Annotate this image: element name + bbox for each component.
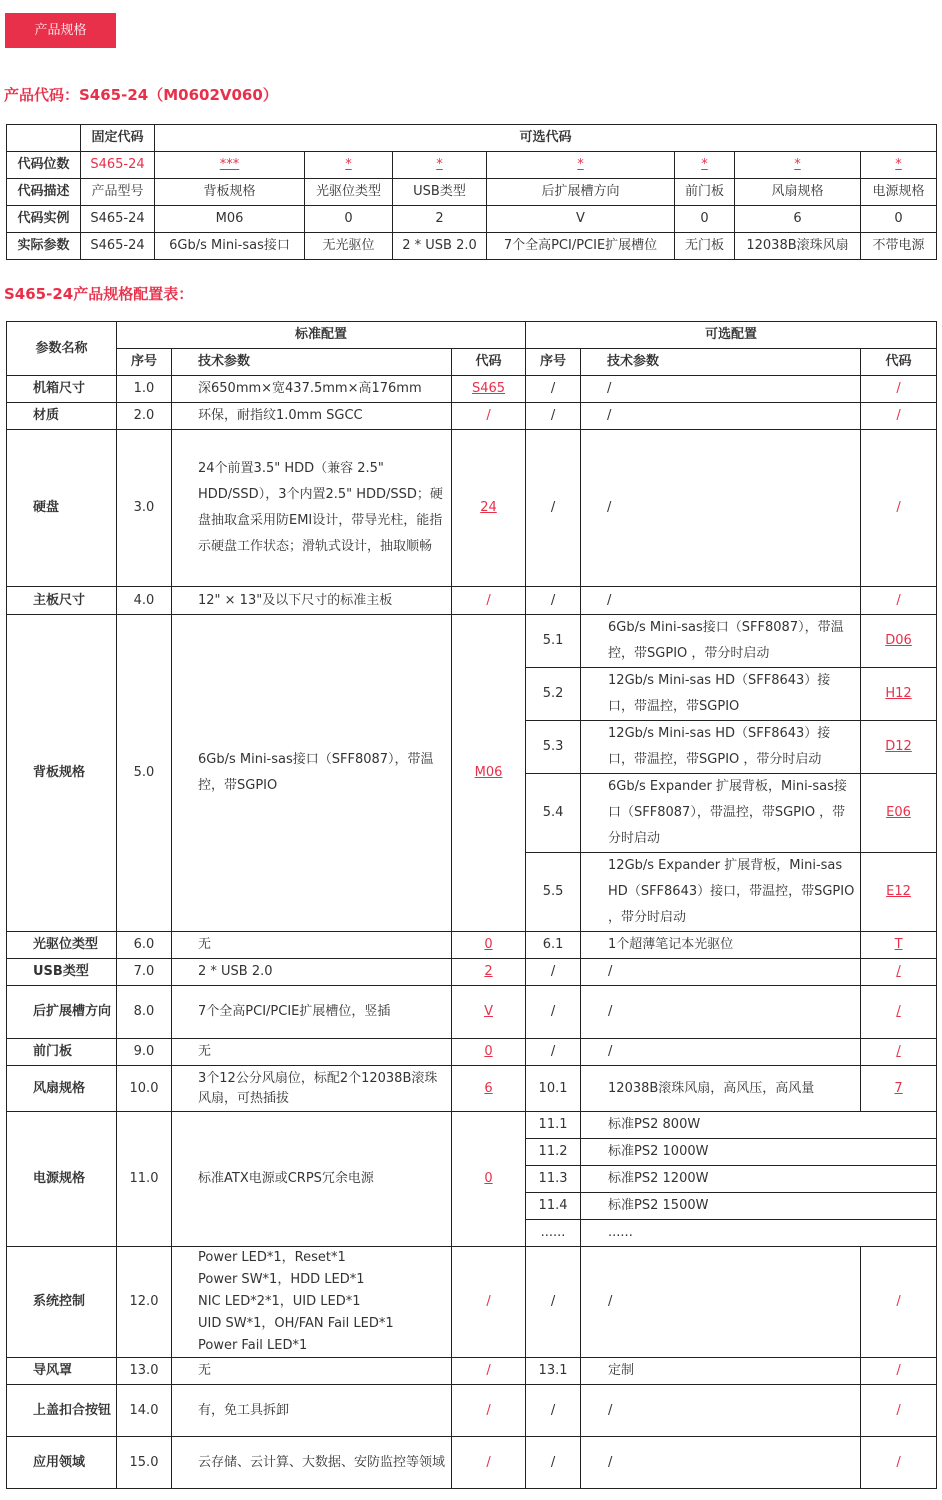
opt-tech-cell: 标准PS2 1500W [581,1193,937,1220]
tech-line: Power SW*1，HDD LED*1 [198,1272,365,1287]
spec-header-row [7,322,937,349]
code-cell: 0 [675,206,735,233]
code-cell: *** [155,152,305,179]
code-link[interactable]: 0 [452,932,526,959]
code-cell: 后扩展槽方向 [487,179,675,206]
tech-cell: 无 [172,932,452,959]
code-row-digits [7,152,937,179]
opt-code-link[interactable]: E12 [861,853,937,932]
code-cell: * [393,152,487,179]
opt-code-link[interactable]: / [861,959,937,986]
code-cell: * [675,152,735,179]
seq-cell: 10.0 [117,1066,172,1112]
param-name: USB类型 [7,959,117,986]
code-cell: / [452,587,526,615]
opt-tech-cell: 6Gb/s Expander 扩展背板，Mini-sas接口（SFF8087），带温控，带SGPIO ，带分时启动 [581,774,861,853]
spec-row-fan [7,1066,937,1112]
param-name-header: 参数名称 [7,322,117,376]
opt-seq-cell: ...... [526,1220,581,1247]
corner-cell [7,125,81,152]
seq-cell: 8.0 [117,986,172,1039]
optional-config-header: 可选配置 [526,322,937,349]
opt-tech-cell: / [581,1247,861,1358]
opt-tech-cell: 标准PS2 800W [581,1112,937,1139]
opt-tech-cell: / [581,959,861,986]
seq-cell: 12.0 [117,1247,172,1358]
code-row-params [7,233,937,260]
opt-seq-cell: 5.3 [526,721,581,774]
code-row-desc [7,179,937,206]
code-link[interactable]: 0 [452,1039,526,1066]
code-header: 代码 [452,349,526,376]
code-cell: 12038B滚珠风扇 [735,233,861,260]
opt-code-link[interactable]: / [861,986,937,1039]
opt-code-cell: / [861,403,937,430]
opt-seq-cell: 5.1 [526,615,581,668]
opt-tech-cell: 12Gb/s Mini-sas HD（SFF8643）接口，带温控，带SGPIO [581,668,861,721]
opt-tech-cell: / [581,1039,861,1066]
opt-seq-cell: / [526,986,581,1039]
spec-table-title: S465-24产品规格配置表： [4,285,194,303]
opt-code-cell: / [861,430,937,587]
opt-seq-cell: 13.1 [526,1358,581,1385]
opt-seq-cell: / [526,376,581,403]
code-link[interactable]: 6 [452,1066,526,1112]
spec-row-door [7,1039,937,1066]
param-name: 背板规格 [7,615,117,932]
param-name: 后扩展槽方向 [7,986,117,1039]
spec-table [6,321,937,1489]
opt-tech-cell: / [581,1385,861,1437]
code-cell: * [861,152,937,179]
seq-cell: 15.0 [117,1437,172,1489]
param-name: 材质 [7,403,117,430]
spec-row-board [7,587,937,615]
code-cell: S465-24 [81,206,155,233]
code-row-example [7,206,937,233]
standard-config-header: 标准配置 [117,322,526,349]
opt-seq-cell: 11.1 [526,1112,581,1139]
fixed-code-header: 固定代码 [81,125,155,152]
opt-seq-cell: / [526,1247,581,1358]
opt-code-cell: / [861,587,937,615]
opt-code-link[interactable]: D06 [861,615,937,668]
seq-cell: 7.0 [117,959,172,986]
param-name: 风扇规格 [7,1066,117,1112]
opt-tech-cell: / [581,1437,861,1489]
tech-line: Power LED*1，Reset*1 [198,1250,346,1265]
tech-cell: 2 * USB 2.0 [172,959,452,986]
tech-cell: 无 [172,1039,452,1066]
code-cell: / [452,1358,526,1385]
opt-tech-cell: 定制 [581,1358,861,1385]
code-cell: 光驱位类型 [305,179,393,206]
spec-row-usb [7,959,937,986]
opt-code-link[interactable]: E06 [861,774,937,853]
seq-cell: 4.0 [117,587,172,615]
code-cell: M06 [155,206,305,233]
opt-tech-cell: / [581,376,861,403]
param-name: 硬盘 [7,430,117,587]
opt-seq-cell: 11.2 [526,1139,581,1166]
opt-seq-cell: 5.5 [526,853,581,932]
param-name: 电源规格 [7,1112,117,1247]
seq-cell: 2.0 [117,403,172,430]
tech-cell: 环保，耐指纹1.0mm SGCC [172,403,452,430]
tech-cell: 标准ATX电源或CRPS冗余电源 [172,1112,452,1247]
param-name: 主板尺寸 [7,587,117,615]
opt-seq-cell: / [526,959,581,986]
param-name: 应用领域 [7,1437,117,1489]
optional-code-header: 可选代码 [155,125,937,152]
spec-row-optical [7,932,937,959]
opt-tech-header: 技术参数 [581,349,861,376]
opt-code-cell: / [861,1385,937,1437]
code-cell: 6 [735,206,861,233]
code-cell: S465-24 [81,233,155,260]
tech-cell: 7个全高PCI/PCIE扩展槽位，竖插 [172,986,452,1039]
seq-cell: 9.0 [117,1039,172,1066]
opt-tech-cell: 12038B滚珠风扇，高风压，高风量 [581,1066,861,1112]
seq-cell: 5.0 [117,615,172,932]
opt-tech-cell: 1个超薄笔记本光驱位 [581,932,861,959]
code-cell: 不带电源 [861,233,937,260]
tech-line: NIC LED*2*1，UID LED*1 [198,1294,361,1309]
code-cell: / [452,1437,526,1489]
spec-row-cover [7,1385,937,1437]
code-cell: 无光驱位 [305,233,393,260]
opt-code-header: 代码 [861,349,937,376]
tech-line: UID SW*1，OH/FAN Fail LED*1 [198,1316,394,1331]
opt-tech-cell: 12Gb/s Expander 扩展背板，Mini-sas HD（SFF8643）接口，带温控，带SGPIO ，带分时启动 [581,853,861,932]
row-label: 代码描述 [7,179,81,206]
spec-row-material [7,403,937,430]
opt-tech-cell: 6Gb/s Mini-sas接口（SFF8087），带温控，带SGPIO ，带分时启动 [581,615,861,668]
code-cell: 6Gb/s Mini-sas接口 [155,233,305,260]
opt-seq-cell: / [526,403,581,430]
tech-cell: 深650mm×宽437.5mm×高176mm [172,376,452,403]
opt-code-link[interactable]: / [861,1039,937,1066]
param-name: 机箱尺寸 [7,376,117,403]
opt-seq-cell: 5.2 [526,668,581,721]
param-name: 上盖扣合按钮 [7,1385,117,1437]
opt-seq-cell: / [526,1437,581,1489]
param-name: 导风罩 [7,1358,117,1385]
opt-tech-cell: 12Gb/s Mini-sas HD（SFF8643）接口，带温控，带SGPIO ，带分时启动 [581,721,861,774]
code-link[interactable]: 2 [452,959,526,986]
spec-row-power [7,1112,937,1139]
code-cell: / [452,1247,526,1358]
opt-tech-cell: ...... [581,1220,937,1247]
seq-header: 序号 [117,349,172,376]
opt-tech-cell: 标准PS2 1200W [581,1166,937,1193]
row-label: 实际参数 [7,233,81,260]
code-cell: / [452,1385,526,1437]
opt-seq-cell: / [526,1385,581,1437]
param-name: 系统控制 [7,1247,117,1358]
code-cell: * [305,152,393,179]
code-cell: / [452,403,526,430]
code-cell: V [487,206,675,233]
opt-tech-cell: / [581,587,861,615]
code-cell: * [487,152,675,179]
code-header-row [7,125,937,152]
opt-code-link[interactable]: T [861,932,937,959]
code-link[interactable]: 0 [452,1112,526,1247]
code-cell: 2 [393,206,487,233]
tech-cell: 无 [172,1358,452,1385]
param-name: 光驱位类型 [7,932,117,959]
opt-seq-cell: 5.4 [526,774,581,853]
row-label: 代码实例 [7,206,81,233]
code-cell: 0 [861,206,937,233]
param-name: 前门板 [7,1039,117,1066]
spec-row-system [7,1247,937,1358]
tech-cell [172,1247,452,1358]
seq-cell: 1.0 [117,376,172,403]
row-label: 代码位数 [7,152,81,179]
code-table [6,124,937,260]
code-cell: 产品型号 [81,179,155,206]
opt-tech-cell: / [581,986,861,1039]
opt-seq-cell: / [526,587,581,615]
product-code-title: 产品代码：S465-24（M0602V060） [4,86,278,104]
opt-code-cell: / [861,376,937,403]
tech-cell: 有，免工具拆卸 [172,1385,452,1437]
tech-cell: 6Gb/s Mini-sas接口（SFF8087），带温控，带SGPIO [172,615,452,932]
opt-code-cell: / [861,1437,937,1489]
code-cell: 前门板 [675,179,735,206]
opt-code-cell: / [861,1247,937,1358]
code-cell: 2 * USB 2.0 [393,233,487,260]
code-cell: 背板规格 [155,179,305,206]
tech-header: 技术参数 [172,349,452,376]
code-cell: 无门板 [675,233,735,260]
opt-tech-cell: 标准PS2 1000W [581,1139,937,1166]
code-cell: USB类型 [393,179,487,206]
spec-row-chassis [7,376,937,403]
code-cell: 7个全高PCI/PCIE扩展槽位 [487,233,675,260]
opt-code-cell: / [861,1358,937,1385]
seq-cell: 14.0 [117,1385,172,1437]
seq-cell: 11.0 [117,1112,172,1247]
opt-seq-cell: 6.1 [526,932,581,959]
code-cell: S465-24 [81,152,155,179]
seq-cell: 13.0 [117,1358,172,1385]
spec-row-disk [7,430,937,587]
opt-tech-cell: / [581,403,861,430]
tech-cell: 3个12公分风扇位，标配2个12038B滚珠风扇，可热插拔 [172,1066,452,1112]
code-cell: 风扇规格 [735,179,861,206]
code-cell: 电源规格 [861,179,937,206]
seq-cell: 6.0 [117,932,172,959]
product-spec-tab[interactable]: 产品规格 [5,13,116,48]
opt-code-link[interactable]: D12 [861,721,937,774]
opt-seq-cell: 11.3 [526,1166,581,1193]
opt-seq-cell: 10.1 [526,1066,581,1112]
seq-cell: 3.0 [117,430,172,587]
opt-seq-header: 序号 [526,349,581,376]
code-cell: 0 [305,206,393,233]
tech-cell: 12" × 13"及以下尺寸的标准主板 [172,587,452,615]
spec-subheader-row [7,349,937,376]
code-link[interactable]: V [452,986,526,1039]
code-link[interactable]: M06 [452,615,526,932]
opt-code-link[interactable]: H12 [861,668,937,721]
spec-row-slot [7,986,937,1039]
tech-cell: 云存储、云计算、大数据、安防监控等领域 [172,1437,452,1489]
spec-row-app [7,1437,937,1489]
opt-seq-cell: 11.4 [526,1193,581,1220]
opt-seq-cell: / [526,430,581,587]
code-link[interactable]: 24 [452,430,526,587]
tech-cell: 24个前置3.5" HDD（兼容 2.5" HDD/SSD），3个内置2.5" HDD/SSD；硬盘抽取盒采用防EMI设计，带导光柱，能指示硬盘工作状态；滑轨式设计，抽取顺畅 [172,430,452,587]
opt-code-link[interactable]: 7 [861,1066,937,1112]
opt-seq-cell: / [526,1039,581,1066]
code-cell: * [735,152,861,179]
code-link[interactable]: S465 [452,376,526,403]
tech-line: Power Fail LED*1 [198,1338,308,1353]
spec-row-backplane [7,615,937,668]
spec-row-duct [7,1358,937,1385]
opt-tech-cell: / [581,430,861,587]
